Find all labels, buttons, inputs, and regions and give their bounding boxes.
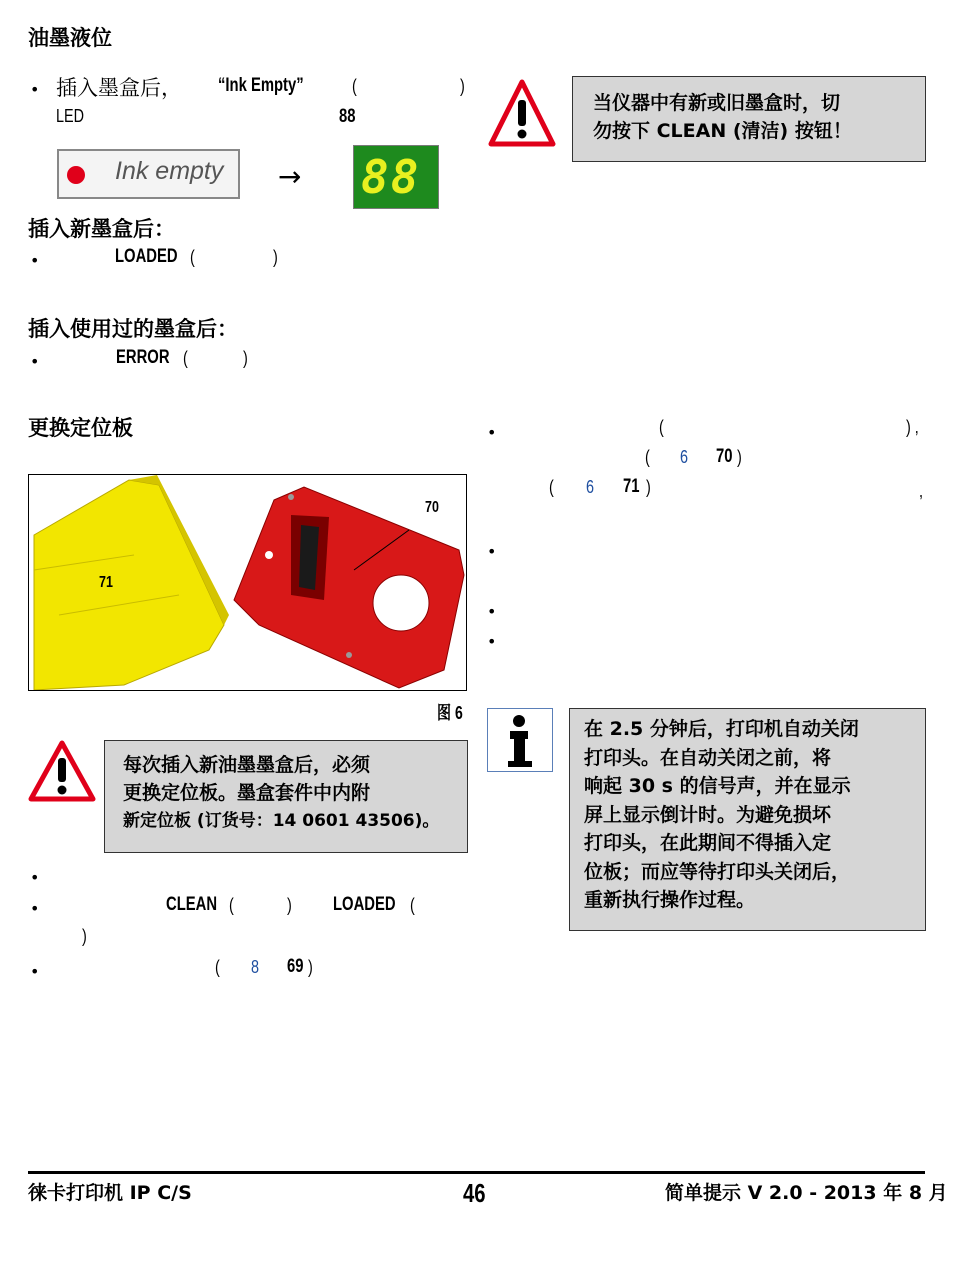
warning-box-plate — [104, 740, 468, 853]
paren-open: ( — [190, 247, 195, 267]
paren-open: ( — [549, 477, 554, 497]
figure-ref-link[interactable]: 6 — [586, 477, 595, 497]
label-70: 70 — [425, 499, 439, 516]
info-line: 重新执行操作过程。 — [584, 889, 756, 911]
paren-close: ) — [460, 76, 465, 96]
paren-open: ( — [229, 895, 234, 915]
ink-empty-quote: “Ink Empty” — [218, 75, 304, 96]
paren-open: ( — [659, 417, 664, 437]
bullet: • — [487, 632, 497, 651]
paren-open: ( — [645, 447, 650, 467]
paren-open: ( — [410, 895, 415, 915]
bullet: • — [487, 542, 497, 561]
bullet: • — [30, 251, 40, 270]
figure-ref-link[interactable]: 8 — [251, 957, 260, 977]
item-number: 70 — [716, 446, 733, 467]
page-number: 46 — [463, 1178, 486, 1208]
warning-line: 当仪器中有新或旧墨盒时，切 — [593, 92, 841, 114]
info-icon — [487, 708, 553, 772]
led-label: LED — [56, 106, 85, 126]
segment-display — [353, 145, 439, 209]
loaded-label: LOADED — [333, 894, 396, 915]
arrow-icon: → — [278, 160, 302, 193]
paren-close: ) — [737, 447, 742, 467]
figure-caption: 图 6 — [437, 703, 463, 723]
paren-open: ( — [215, 957, 220, 977]
bullet: • — [30, 868, 40, 887]
figure-ref-link[interactable]: 6 — [680, 447, 689, 467]
ink-empty-button — [57, 149, 240, 199]
warning-line: 每次插入新油墨墨盒后，必须 — [123, 754, 371, 776]
heading-used-cartridge: 插入使用过的墨盒后： — [28, 317, 238, 341]
paren-close: ) — [243, 348, 248, 368]
figure-6 — [28, 474, 467, 691]
paren-close: ) — [287, 895, 292, 915]
item-number: 71 — [623, 476, 640, 497]
paren-close: ) — [82, 926, 87, 946]
warning-box-clean — [572, 76, 926, 162]
info-line: 屏上显示倒计时。为避免损坏 — [584, 803, 832, 826]
paren-close: ) — [273, 247, 278, 267]
footer-left: 徕卡打印机 IP C/S — [28, 1182, 192, 1204]
warning-line: 勿按下 CLEAN (清洁) 按钮！ — [593, 120, 852, 142]
bullet: • — [30, 899, 40, 918]
info-line: 位板；而应等待打印头关闭后， — [584, 860, 851, 883]
bullet: • — [30, 352, 40, 371]
info-line: 响起 30 s 的信号声，并在显示 — [584, 775, 851, 797]
bullet: • — [487, 602, 497, 621]
warning-line: 更换定位板。墨盒套件中内附 — [123, 782, 371, 804]
bullet: • — [30, 80, 40, 99]
warning-triangle-icon — [28, 740, 96, 802]
status-loaded: LOADED — [115, 246, 178, 267]
red-led-icon — [67, 166, 85, 184]
bullet: • — [487, 423, 497, 442]
heading-ink-level: 油墨液位 — [28, 26, 112, 50]
item-number: 69 — [287, 956, 304, 977]
paren-close: ) — [646, 477, 651, 497]
paren-close: ) , — [906, 417, 919, 437]
status-error: ERROR — [116, 347, 170, 368]
info-line: 打印头，在此期间不得插入定 — [584, 832, 832, 854]
footer-right: 简单提示 V 2.0 - 2013 年 8 月 — [665, 1182, 948, 1204]
label-71: 71 — [99, 574, 113, 591]
paren-open: ( — [352, 76, 357, 96]
segment-digits: 88 — [361, 150, 421, 204]
warning-line: 新定位板 (订货号：14 0601 43506)。 — [123, 811, 440, 831]
info-box — [569, 708, 926, 931]
figure-illustration — [29, 475, 466, 690]
footer-rule — [28, 1171, 925, 1174]
bullet1-prefix: 插入墨盒后， — [56, 76, 182, 100]
info-line: 打印头。在自动关闭之前，将 — [584, 746, 832, 769]
bullet: • — [30, 962, 40, 981]
ink-empty-label: Ink empty — [115, 157, 224, 185]
paren-open: ( — [183, 348, 188, 368]
comma: , — [919, 481, 924, 501]
heading-new-cartridge: 插入新墨盒后： — [28, 217, 175, 241]
display-value: 88 — [339, 106, 356, 127]
heading-replace-plate: 更换定位板 — [28, 416, 133, 440]
clean-label: CLEAN — [166, 894, 218, 915]
paren-close: ) — [308, 957, 313, 977]
info-line: 在 2.5 分钟后，打印机自动关闭 — [584, 718, 859, 740]
warning-triangle-icon — [487, 78, 557, 148]
